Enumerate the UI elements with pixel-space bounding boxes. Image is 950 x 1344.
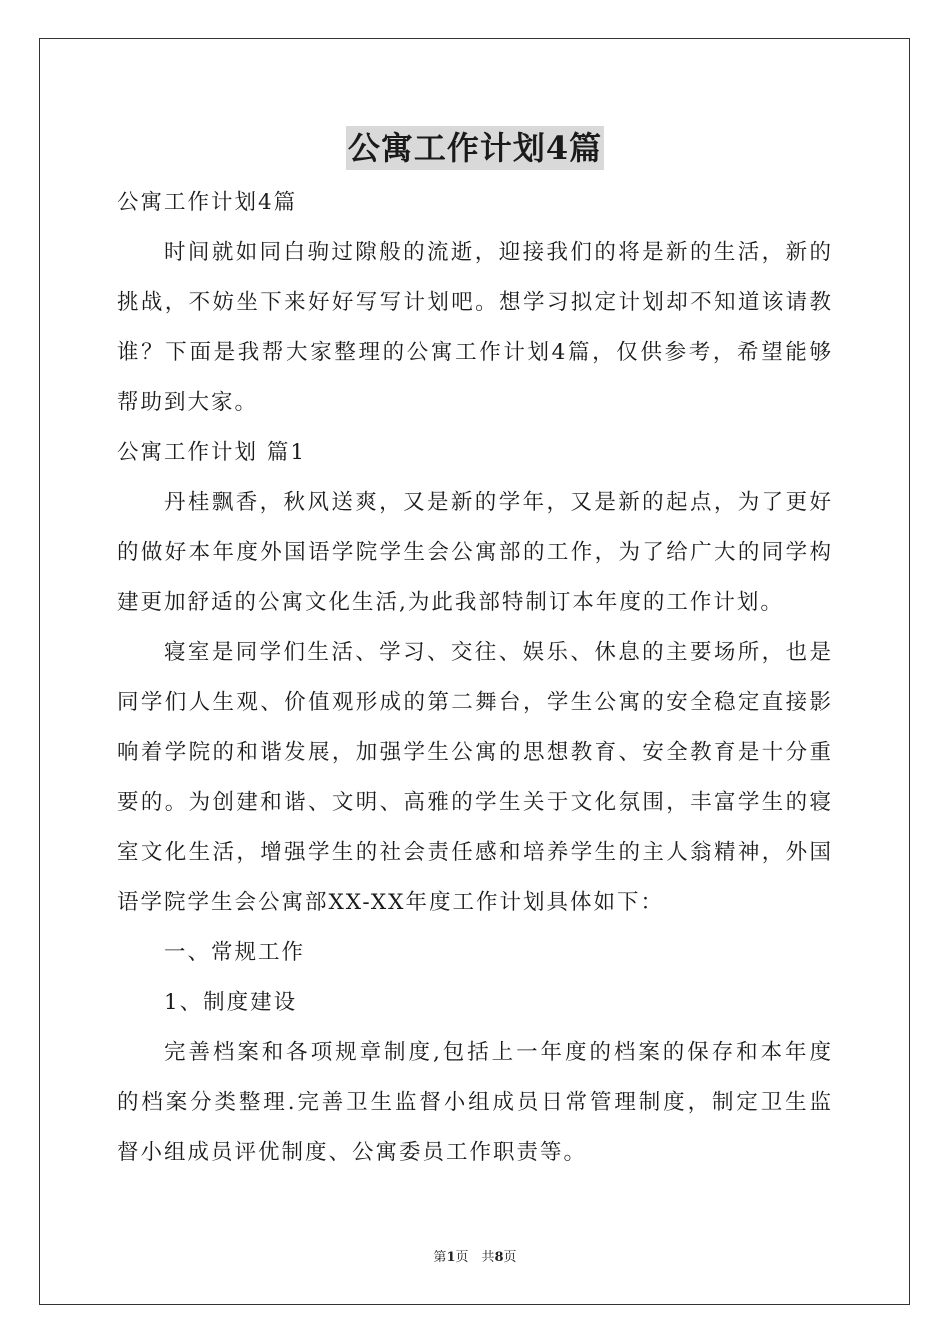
text-line: 一、常规工作	[164, 940, 306, 965]
text-line: 谁？下面是我帮大家整理的公寓工作计划4篇，仅供参考，希望能够	[117, 340, 833, 365]
text-line: 公寓工作计划 篇1	[117, 440, 307, 465]
text-line: 挑战，不妨坐下来好好写写计划吧。想学习拟定计划却不知道该请教	[117, 290, 833, 315]
title-container	[0, 126, 950, 170]
text-line: 1、制度建设	[164, 990, 298, 1015]
page-prefix: 第	[433, 1250, 447, 1265]
text-line: 寝室是同学们生活、学习、交往、娱乐、休息的主要场所，也是	[164, 640, 833, 665]
text-line: 室文化生活，增强学生的社会责任感和培养学生的主人翁精神，外国	[117, 840, 833, 865]
page-mid: 页 共	[455, 1250, 495, 1265]
text-line: 响着学院的和谐发展，加强学生公寓的思想教育、安全教育是十分重	[117, 740, 833, 765]
document-body	[117, 178, 833, 1178]
page-suffix: 页	[503, 1250, 517, 1265]
text-line: 丹桂飘香，秋风送爽，又是新的学年，又是新的起点，为了更好	[164, 490, 833, 515]
text-line: 建更加舒适的公寓文化生活,为此我部特制订本年度的工作计划。	[117, 590, 784, 615]
page-title: 公寓工作计划4篇	[346, 126, 604, 170]
text-line: 时间就如同白驹过隙般的流逝，迎接我们的将是新的生活，新的	[164, 240, 833, 265]
text-line: 同学们人生观、价值观形成的第二舞台，学生公寓的安全稳定直接影	[117, 690, 833, 715]
text-line: 要的。为创建和谐、文明、高雅的学生关于文化氛围，丰富学生的寝	[117, 790, 833, 815]
text-line: 督小组成员评优制度、公寓委员工作职责等。	[117, 1140, 588, 1165]
text-line: 公寓工作计划4篇	[117, 190, 298, 215]
current-page-number: 1	[446, 1250, 456, 1265]
text-line: 帮助到大家。	[117, 390, 259, 415]
page-footer	[0, 1246, 950, 1265]
total-page-number: 8	[494, 1250, 504, 1265]
text-line: 的档案分类整理.完善卫生监督小组成员日常管理制度，制定卫生监	[117, 1090, 833, 1115]
text-line: 完善档案和各项规章制度,包括上一年度的档案的保存和本年度	[164, 1040, 833, 1065]
text-line: 语学院学生会公寓部XX-XX年度工作计划具体如下：	[117, 890, 664, 915]
text-line: 的做好本年度外国语学院学生会公寓部的工作，为了给广大的同学构	[117, 540, 833, 565]
